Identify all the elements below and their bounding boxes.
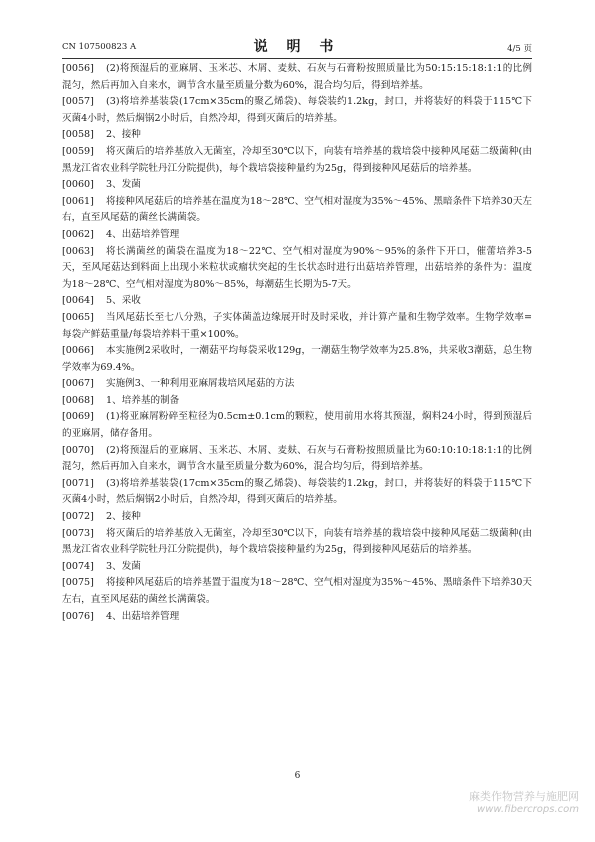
- paragraph-text: 5、采收: [106, 295, 141, 307]
- paragraph-text: 实施例3、一种利用亚麻屑栽培风尾菇的方法: [106, 378, 295, 390]
- paragraph-text: (1)将亚麻屑粉碎至粒径为0.5cm±0.1cm的颗粒，使用前用水将其预湿，焖料24小时，得到预湿后的亚麻屑，储存备用。: [62, 411, 532, 440]
- paragraph: [62, 310, 532, 343]
- header-rule: [62, 58, 532, 59]
- paragraph-text: (2)将预湿后的亚麻屑、玉米芯、木屑、麦麸、石灰与石膏粉按照质量比为50:15:15:18:1:1的比例混匀，然后再加入自来水，调节含水量至质量分数为60%，混合均匀后，得到培养基。: [62, 63, 532, 91]
- paragraph-number: [0072]: [62, 511, 94, 523]
- paragraph: [62, 61, 532, 94]
- paragraph-number: [0063]: [62, 245, 94, 257]
- paragraph: [62, 609, 532, 626]
- document-title: 说 明 书: [253, 39, 341, 55]
- paragraph: [62, 293, 532, 310]
- paragraph-number: [0067]: [62, 378, 94, 390]
- paragraph-text: (2)将预湿后的亚麻屑、玉米芯、木屑、麦麸、石灰与石膏粉按照质量比为60:10:10:18:1:1的比例混匀，然后再加入自来水，调节含水量至质量分数为60%，混合均匀后，得到培养基。: [62, 444, 532, 473]
- paragraph-number: [0071]: [62, 477, 94, 489]
- paragraph-text: 将接种风尾菇后的培养基置于温度为18～28℃、空气相对湿度为35%～45%、黑暗条件下培养30天左右，直至风尾菇的菌丝长满菌袋。: [62, 577, 532, 605]
- paragraph: [62, 343, 532, 376]
- page-indicator: 4/5 页: [507, 44, 532, 54]
- paragraph-number: [0065]: [62, 311, 94, 323]
- paragraph: [62, 393, 532, 410]
- paragraph: [62, 376, 532, 393]
- paragraph-number: [0068]: [62, 394, 94, 406]
- paragraph-number: [0074]: [62, 560, 94, 572]
- paragraph-number: [0056]: [62, 63, 94, 74]
- paragraph: [62, 144, 532, 177]
- paragraph-number: [0064]: [62, 295, 94, 307]
- watermark-url: www.fibercrops.com: [477, 804, 579, 815]
- paragraph-text: 3、发菌: [106, 560, 141, 572]
- paragraph-number: [0066]: [62, 345, 94, 357]
- patent-number: CN 107500823 A: [62, 42, 137, 52]
- paragraph-text: 本实施例2采收时，一潮菇平均每袋采收129g，一潮菇生物学效率为25.8%，共采收3潮菇，总生物学效率为69.4%。: [62, 345, 532, 373]
- paragraph-number: [0076]: [62, 610, 94, 622]
- paragraph: [62, 194, 532, 227]
- paragraph-text: 1、培养基的制备: [106, 394, 180, 406]
- paragraph-number: [0069]: [62, 411, 94, 423]
- page-number: 6: [294, 771, 301, 781]
- paragraph-text: 将长满菌丝的菌袋在温度为18～22℃、空气相对湿度为90%～95%的条件下开口，催蕾培养3-5天，至风尾菇达到料面上出现小米粒状或瘤状突起的生长状态时进行出菇培养管理，出菇培养的条件为：温度为18～28℃、空气相对湿度为80%～85%，每潮菇生长期为5-7天。: [62, 245, 532, 290]
- paragraph: [62, 443, 532, 476]
- paragraph-text: (3)将培养基装袋(17cm×35cm的聚乙烯袋)、每袋装约1.2kg，封口，并将装好的料袋于115℃下灭菌4小时，然后焖锅2小时后，自然冷却，得到灭菌后的培养基。: [62, 96, 532, 124]
- paragraph-text: 将接种风尾菇后的培养基在温度为18～28℃、空气相对湿度为35%～45%、黑暗条件下培养30天左右，直至风尾菇的菌丝长满菌袋。: [62, 195, 532, 224]
- paragraph-number: [0061]: [62, 195, 94, 207]
- paragraph-number: [0073]: [62, 527, 94, 539]
- paragraph-number: [0070]: [62, 444, 94, 456]
- paragraph: [62, 476, 532, 509]
- paragraph: [62, 244, 532, 294]
- paragraph: [62, 526, 532, 559]
- paragraph-number: [0062]: [62, 228, 94, 240]
- paragraph: [62, 127, 532, 144]
- paragraph-text: 4、出菇培养管理: [106, 228, 180, 240]
- paragraph-text: 2、接种: [106, 129, 141, 141]
- paragraph-text: 将灭菌后的培养基放入无菌室，冷却至30℃以下，向装有培养基的栽培袋中接种风尾菇二级菌种(由黑龙江省农业科学院牡丹江分院提供)，每个栽培袋接种量约为25g，得到接种风尾菇后的培养基。: [62, 527, 532, 556]
- paragraph: [62, 575, 532, 608]
- paragraph-text: 将灭菌后的培养基放入无菌室，冷却至30℃以下，向装有培养基的栽培袋中接种风尾菇二级菌种(由黑龙江省农业科学院牡丹江分院提供)，每个栽培袋接种量约为25g，得到接种风尾菇后的培养基。: [62, 145, 532, 174]
- paragraph: [62, 94, 532, 127]
- paragraph-number: [0058]: [62, 129, 94, 141]
- paragraph-number: [0060]: [62, 179, 94, 191]
- watermark-cn: 麻类作物营养与施肥网: [469, 790, 579, 803]
- paragraph-text: 4、出菇培养管理: [106, 610, 180, 622]
- paragraph-number: [0075]: [62, 577, 94, 589]
- paragraph-text: 3、发菌: [106, 179, 141, 191]
- paragraph-text: (3)将培养基装袋(17cm×35cm的聚乙烯袋)、每袋装约1.2kg，封口，并将装好的料袋于115℃下灭菌4小时，然后焖锅2小时后，自然冷却，得到灭菌后的培养基。: [62, 477, 532, 506]
- paragraph-text: 2、接种: [106, 511, 141, 523]
- paragraph: [62, 227, 532, 244]
- watermark: [469, 790, 579, 816]
- paragraph: [62, 177, 532, 194]
- paragraph: [62, 509, 532, 526]
- page-header: [62, 36, 532, 56]
- paragraph: [62, 409, 532, 442]
- paragraph-number: [0059]: [62, 145, 94, 157]
- paragraph-text: 当风尾菇长至七八分熟，子实体菌盖边缘展开时及时采收，并计算产量和生物学效率。生物学效率=每袋产鲜菇重量/每袋培养料干重×100%。: [62, 311, 532, 340]
- paragraph: [62, 559, 532, 576]
- paragraph-number: [0057]: [62, 96, 94, 108]
- document-body: [62, 61, 532, 625]
